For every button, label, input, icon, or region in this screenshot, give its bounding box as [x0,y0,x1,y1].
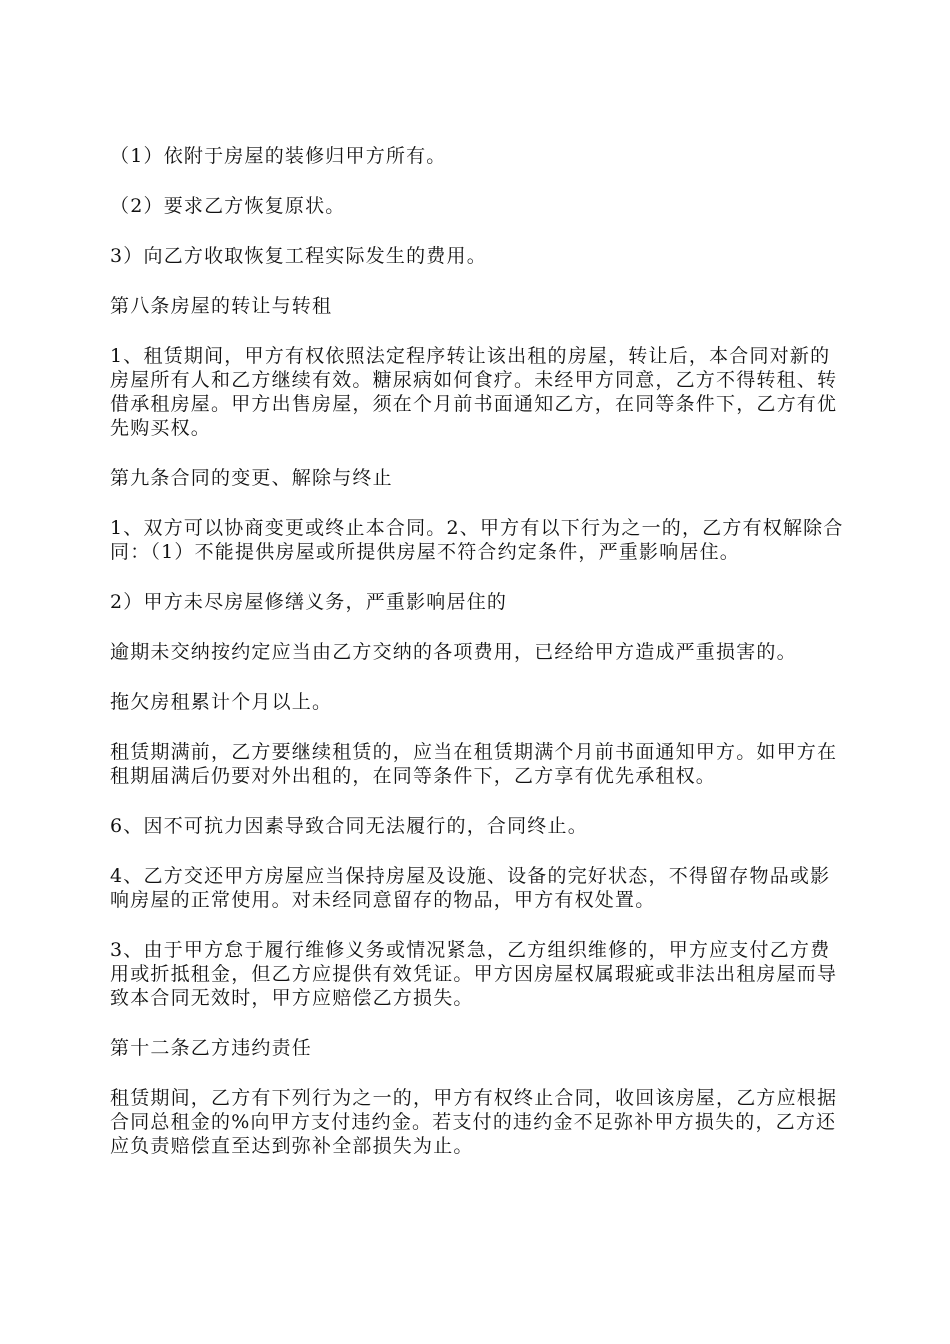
paragraph-tenant-breach: 租赁期间，乙方有下列行为之一的，甲方有权终止合同，收回该房屋，乙方应根据合同总租金的%向甲方支付违约金。若支付的违约金不足弥补甲方损失的，乙方还应负责赔偿直至达到弥补全部损失为止。 [110,1087,838,1157]
paragraph-force-majeure: 6、因不可抗力因素导致合同无法履行的，合同终止。 [110,815,588,837]
document-body [110,144,845,1184]
paragraph-rent-arrears: 拖欠房租累计个月以上。 [110,691,333,713]
paragraph-restoration-costs: 3）向乙方收取恢复工程实际发生的费用。 [110,245,487,267]
paragraph-restore-original: （2）要求乙方恢复原状。 [110,195,346,217]
paragraph-renewal-priority: 租赁期满前，乙方要继续租赁的，应当在租赁期满个月前书面通知甲方。如甲方在租期届满后仍要对外出租的，在同等条件下，乙方享有优先承租权。 [110,741,838,787]
paragraph-return-property: 4、乙方交还甲方房屋应当保持房屋及设施、设备的完好状态，不得留存物品或影响房屋的正常使用。对未经同意留存的物品，甲方有权处置。 [110,865,831,911]
paragraph-decoration-ownership: （1）依附于房屋的装修归甲方所有。 [110,145,447,167]
paragraph-contract-modification: 1、双方可以协商变更或终止本合同。2、甲方有以下行为之一的，乙方有权解除合同：（1）不能提供房屋或所提供房屋不符合约定条件，严重影响居住。 [110,517,844,563]
section-heading-article-9: 第九条合同的变更、解除与终止 [110,467,393,489]
section-heading-article-8: 第八条房屋的转让与转租 [110,295,333,317]
paragraph-transfer-sublease: 1、租赁期间，甲方有权依照法定程序转让该出租的房屋，转让后，本合同对新的房屋所有人和乙方继续有效。糖尿病如何食疗。未经甲方同意，乙方不得转租、转借承租房屋。甲方出售房屋，须在个月前书面通知乙方，在同等条件下，乙方有优先购买权。 [110,345,838,439]
paragraph-repair-compensation: 3、由于甲方怠于履行维修义务或情况紧急，乙方组织维修的，甲方应支付乙方费用或折抵租金，但乙方应提供有效凭证。甲方因房屋权属瑕疵或非法出租房屋而导致本合同无效时，甲方应赔偿乙方损失。 [110,939,838,1009]
paragraph-overdue-fees: 逾期未交纳按约定应当由乙方交纳的各项费用，已经给甲方造成严重损害的。 [110,641,797,663]
paragraph-repair-obligation: 2）甲方未尽房屋修缮义务，严重影响居住的 [110,591,508,613]
section-heading-article-12: 第十二条乙方违约责任 [110,1037,313,1059]
